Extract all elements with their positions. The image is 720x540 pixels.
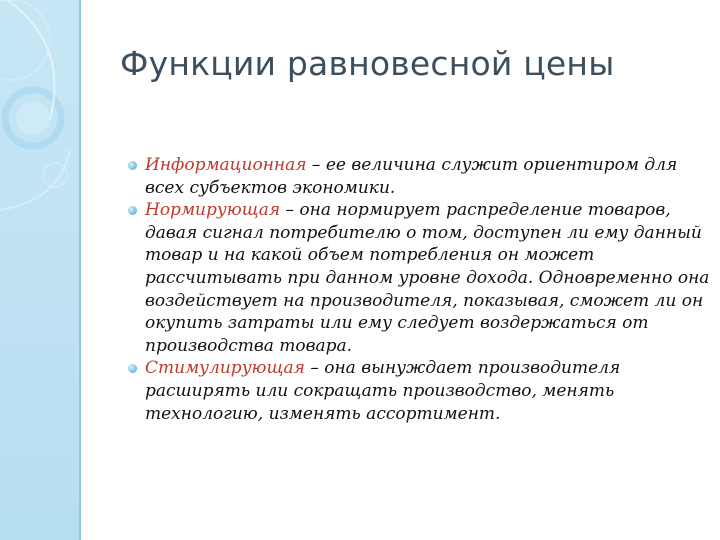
bullet-item xyxy=(128,357,718,425)
slide-title: Функции равновесной цены xyxy=(120,44,615,83)
decorative-circles xyxy=(0,0,81,230)
bullet-dot-icon xyxy=(128,206,137,215)
bullet-item xyxy=(128,154,718,199)
bullet-dot-icon xyxy=(128,364,137,373)
bullet-dot-icon xyxy=(128,161,137,170)
bullet-term: Информационная xyxy=(145,155,307,175)
bullet-text: – она нормирует распределение товаров, давая сигнал потребителю о том, доступен ли ему данный товар и на какой объем потребления он может рассчитывать при данном уровне дохода. Одновременно она воздействует на производителя, показывая, сможет ли он окупить затраты или ему следует воздержаться от производства товара. xyxy=(145,200,710,356)
bullet-item xyxy=(128,199,718,357)
bullet-text: – ее величина служит ориентиром для всех субъектов экономики. xyxy=(145,155,678,198)
bullet-term: Нормирующая xyxy=(145,200,281,221)
bullet-text: – она вынуждает производителя расширять или сокращать производство, менять технологию, изменять ассортимент. xyxy=(145,358,621,424)
bullet-list xyxy=(128,154,718,425)
bullet-term: Стимулирующая xyxy=(145,358,305,379)
